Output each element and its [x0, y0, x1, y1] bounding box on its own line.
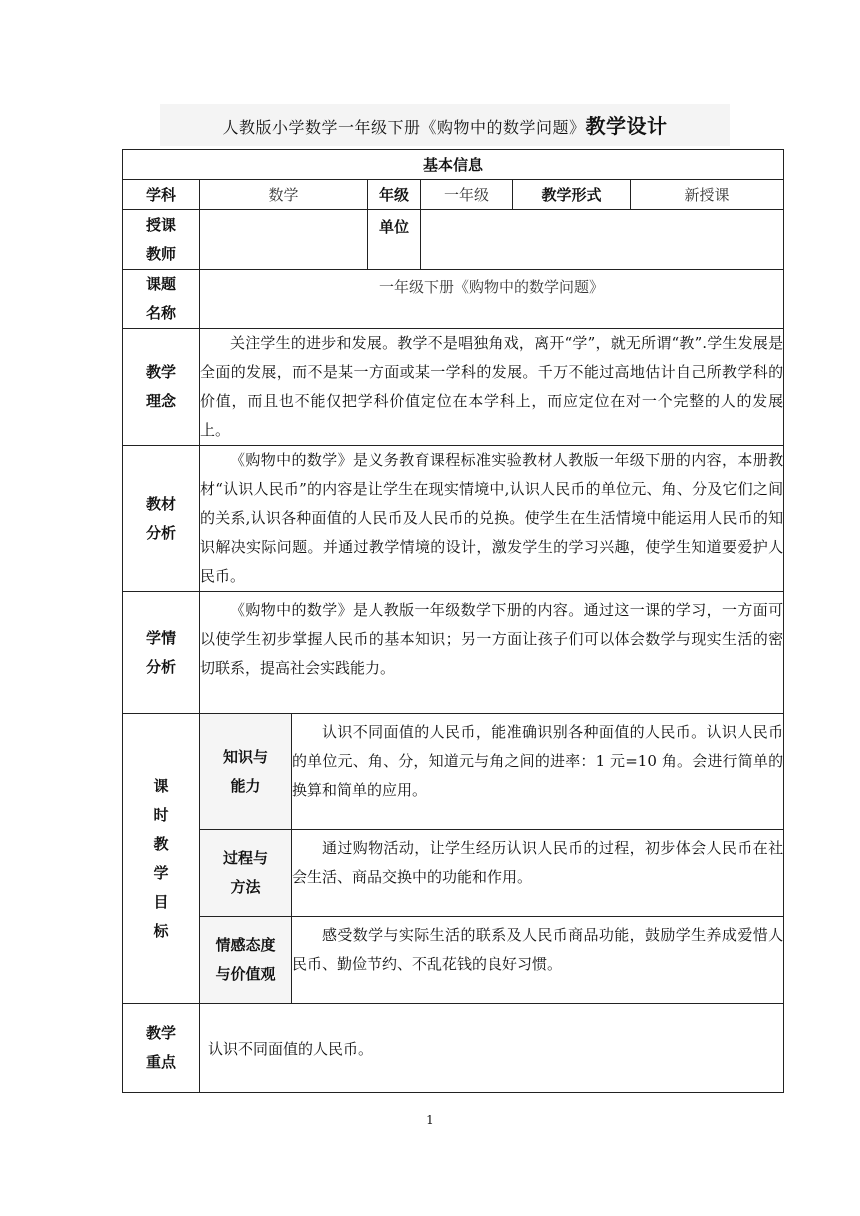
- subject-row: [123, 180, 784, 210]
- title-suffix: 教学设计: [585, 114, 668, 138]
- grade-value: 一年级: [421, 180, 513, 210]
- objectives-label-char: 学: [153, 863, 169, 882]
- teacher-label-line-1: 授课: [145, 215, 176, 234]
- key-point-label-line-1: 教学: [145, 1024, 176, 1042]
- topic-label: [123, 270, 200, 329]
- student-label-line-2: 分析: [145, 657, 176, 676]
- teacher-label: [123, 210, 200, 270]
- emotion-label: [200, 917, 292, 1004]
- knowledge-label-line-1: 知识与: [222, 747, 268, 766]
- philosophy-row: [123, 329, 784, 446]
- material-row: [123, 446, 784, 592]
- topic-row: [123, 270, 784, 329]
- philosophy-label: [123, 329, 200, 446]
- objective-knowledge-row: [123, 714, 784, 830]
- teacher-row: [123, 210, 784, 270]
- unit-label: 单位: [368, 210, 421, 270]
- page-number: 1: [426, 1113, 434, 1127]
- student-label-line-1: 学情: [145, 628, 176, 647]
- knowledge-label: [200, 714, 292, 830]
- key-point-label: [123, 1004, 200, 1093]
- objectives-label-char: 教: [153, 834, 169, 853]
- process-label-line-2: 方法: [230, 878, 261, 896]
- knowledge-text: 认识不同面值的人民币，能准确识别各种面值的人民币。认识人民币的单位元、角、分，知道元与角之间的进率：1 元=10 角。会进行简单的换算和简单的应用。: [292, 714, 784, 830]
- form-value: 新授课: [631, 180, 784, 210]
- key-point-text: 认识不同面值的人民币。: [200, 1004, 784, 1093]
- objectives-label-char: 时: [153, 805, 169, 824]
- objective-emotion-row: [123, 917, 784, 1004]
- student-label: [123, 592, 200, 714]
- material-label: [123, 446, 200, 592]
- objective-process-row: [123, 830, 784, 917]
- page-title: [160, 110, 730, 139]
- process-label: [200, 830, 292, 917]
- basic-info-header: 基本信息: [123, 150, 784, 180]
- grade-label: 年级: [368, 180, 421, 210]
- topic-label-line-1: 课题: [145, 275, 176, 293]
- student-text: 《购物中的数学》是人教版一年级数学下册的内容。通过这一课的学习，一方面可以使学生初步掌握人民币的基本知识；另一方面让孩子们可以体会数学与现实生活的密切联系，提高社会实践能力。: [200, 592, 784, 714]
- unit-value: [421, 210, 784, 270]
- title-prefix: 人教版小学数学一年级下册《购物中的数学问题》: [222, 118, 586, 137]
- student-row: [123, 592, 784, 714]
- topic-label-line-2: 名称: [145, 304, 176, 322]
- process-label-line-1: 过程与: [222, 849, 268, 867]
- philosophy-label-line-1: 教学: [145, 363, 176, 381]
- material-text: 《购物中的数学》是义务教育课程标准实验教材人教版一年级下册的内容，本册教材“认识人民币”的内容是让学生在现实情境中,认识人民币的单位元、角、分及它们之间的关系,认识各种面值的人民币及人民币的兑换。使学生在生活情境中能运用人民币的知识解决实际问题。并通过教学情境的设计，激发学生的学习兴趣，使学生知道要爱护人民币。: [200, 446, 784, 592]
- objectives-label-char: 目: [153, 892, 169, 911]
- key-point-label-line-2: 重点: [145, 1053, 176, 1071]
- process-text: 通过购物活动，让学生经历认识人民币的过程，初步体会人民币在社会生活、商品交换中的功能和作用。: [292, 830, 784, 917]
- emotion-label-line-1: 情感态度: [215, 936, 276, 954]
- emotion-label-line-2: 与价值观: [215, 965, 276, 983]
- knowledge-label-line-2: 能力: [230, 776, 261, 795]
- subject-label: 学科: [123, 180, 200, 210]
- topic-value: 一年级下册《购物中的数学问题》: [200, 270, 784, 329]
- objectives-label: [123, 714, 200, 1004]
- teacher-value: [200, 210, 368, 270]
- subject-value: 数学: [200, 180, 368, 210]
- material-label-line-1: 教材: [145, 494, 176, 513]
- philosophy-label-line-2: 理念: [145, 392, 176, 410]
- objectives-label-char: 课: [153, 776, 169, 795]
- key-point-row: [123, 1004, 784, 1093]
- philosophy-text: 关注学生的进步和发展。教学不是唱独角戏，离开“学”，就无所谓“教”.学生发展是全面的发展，而不是某一方面或某一学科的发展。千万不能过高地估计自己所教学科的价值，而且也不能仅把学科价值定位在本学科上，而应定位在对一个完整的人的发展上。: [200, 329, 784, 446]
- emotion-text: 感受数学与实际生活的联系及人民币商品功能，鼓励学生养成爱惜人民币、勤俭节约、不乱花钱的良好习惯。: [292, 917, 784, 1004]
- teacher-label-line-2: 教师: [145, 244, 176, 263]
- objectives-label-char: 标: [153, 921, 169, 940]
- material-label-line-2: 分析: [145, 523, 176, 542]
- form-label: 教学形式: [513, 180, 631, 210]
- basic-info-header-row: [123, 150, 784, 180]
- lesson-plan-table: [122, 149, 784, 1093]
